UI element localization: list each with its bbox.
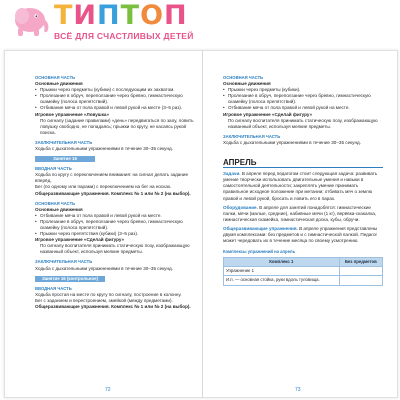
lesson-banner: Занятие 16 (контрольное) xyxy=(35,276,105,282)
table-cell xyxy=(339,267,382,276)
section-heading: ОСНОВНАЯ ЧАСТЬ xyxy=(35,200,76,206)
brand-letter: И xyxy=(73,0,98,31)
list-item: • Пролезание в обруч, переползание через бревно, гимнастическую скамейку (полоса препятствий). xyxy=(35,219,195,231)
list-item: • Прыжки через предметы (кубики). xyxy=(223,87,383,93)
paragraph: Общеразвивающие упражнения. Комплекс № 1 или № 2 (на выбор). xyxy=(35,303,191,309)
paragraph-text: В апреле для занятий понадобятся: гимнастические палки, мячи (малые, средние), набивные мячи (1 кг), верёвка-скакалка, гимнастическая скамейка, гимнастическая доска, кубы, обручи. xyxy=(223,204,377,222)
elephant-logo-icon xyxy=(8,2,50,38)
list-item: • Прыжки через препятствия (кубики) (3–5 раз). xyxy=(35,231,195,237)
table-header: Комплекс 1 xyxy=(224,258,340,267)
list-item: • Прыжки через предметы (кубики) с последующим их захватом. xyxy=(35,87,195,93)
section-heading: ВВОДНАЯ ЧАСТЬ xyxy=(35,166,72,172)
list-item: • Пролезание в обруч, переползание через бревно, гимнастическую скамейку (полоса препятствий). xyxy=(223,93,383,105)
brand-letter: Т xyxy=(54,0,74,31)
keyword: Общеразвивающие упражнения. xyxy=(223,225,298,231)
section-heading: Комплексы упражнений на апрель xyxy=(223,249,296,255)
list-item: • Отбивание мяча от пола правой и левой рукой на месте. xyxy=(35,213,195,219)
game-title: Игровое упражнение «Сделай фигуру» xyxy=(223,111,313,117)
section-heading: ОСНОВНАЯ ЧАСТЬ xyxy=(35,75,76,80)
keyword: Оборудование. xyxy=(223,204,258,210)
section-heading: ЗАКЛЮЧИТЕЛЬНАЯ ЧАСТЬ xyxy=(35,139,93,145)
site-header xyxy=(0,0,400,46)
paragraph: Бег с заданием и перестроением, змейкой (между предметами). xyxy=(35,297,173,303)
subheading: Основные движения xyxy=(35,206,83,212)
list-item: • Отбивание мяча от пола правой и левой рукой на месте (3–5 раз). xyxy=(35,105,195,111)
paragraph: Ходьба с дыхательными упражнениями в течение 30–35 секунд. xyxy=(35,146,173,152)
list-item: • Пролезание в обруч, переползание через бревно, гимнастическую скамейку (полоса препятствий). xyxy=(35,93,195,105)
paragraph: Общеразвивающие упражнения. Комплекс № 1 или № 2 (на выбор). xyxy=(35,190,191,196)
left-page xyxy=(35,71,195,310)
brand-letter: П xyxy=(164,0,188,31)
paragraph xyxy=(223,226,383,244)
right-page xyxy=(223,71,383,286)
brand-letter: Т xyxy=(120,0,141,31)
paragraph xyxy=(223,171,383,201)
table-row xyxy=(224,276,383,285)
section-heading: ЗАКЛЮЧИТЕЛЬНАЯ ЧАСТЬ xyxy=(35,259,93,265)
book-spine xyxy=(202,51,203,397)
table-cell xyxy=(339,276,382,285)
paragraph: Ходьба простая на месте по кругу по сигналу, построение в колонну. xyxy=(35,291,182,297)
game-text: По сигналу воспитателя принимать статическую позу, изображающую названный объект, используя мелкие предметы. xyxy=(228,117,378,129)
game-text: По сигналу (задание правилами) «день» передвигаться по залу, ловить ловушку свободно, не попадаясь; прыжки по кругу, не касаясь рукой поиска. xyxy=(40,117,194,135)
game-title: Игровое упражнение «Ловушка» xyxy=(35,111,110,117)
book-spread xyxy=(4,50,398,398)
brand-letter: О xyxy=(140,0,165,31)
page-number: 72 xyxy=(105,387,111,393)
lesson-banner: Занятие 16 xyxy=(35,156,95,162)
brand-letter: П xyxy=(97,0,121,31)
game-title: Игровое упражнение «Сделай фигуру» xyxy=(35,237,125,243)
subheading: Основные движения xyxy=(35,81,83,87)
page-number: 73 xyxy=(295,387,301,393)
month-heading: АПРЕЛЬ xyxy=(223,160,383,168)
paragraph xyxy=(223,205,383,223)
list-item: • Отбивание мяча от пола правой и левой рукой на месте. xyxy=(223,105,383,111)
section-heading: ОСНОВНАЯ ЧАСТЬ xyxy=(223,75,264,80)
subheading: Основные движения xyxy=(223,81,271,87)
paragraph-text: В апреле упражнения представлены двумя комплексами: без предметов и с гимнастической палкой. Педагог может чередовать их в течение месяца по своему усмотрению. xyxy=(223,225,378,244)
section-heading: ЗАКЛЮЧИТЕЛЬНАЯ ЧАСТЬ xyxy=(223,133,281,139)
paragraph: Ходьба с дыхательными упражнениями в течение 30–35 секунд. xyxy=(35,265,173,271)
table-cell: Упражнение 1 xyxy=(224,267,340,276)
paragraph: Ходьба с дыхательными упражнениями в течение 30–35 секунд. xyxy=(223,139,361,145)
complex-table xyxy=(223,257,383,285)
brand-wordmark xyxy=(54,1,188,31)
paragraph-text: В апреле перед педагогом стоит следующая задача: развивать умение творчески использовать двигательные умения и навыки в самостоятельной деятельности; закреплять умение принимать правильное исходное положение при метании; отбивать мяч о землю правой и левой рукой, бросать и ловить его в парах. xyxy=(223,171,378,201)
keyword: Задачи. xyxy=(223,171,241,177)
paragraph: Ходьба по кругу с переключением внимания: на сигнал делать задание вперёд. xyxy=(35,172,189,184)
section-heading: ВВОДНАЯ ЧАСТЬ xyxy=(35,285,72,291)
brand-tagline: ВСЁ ДЛЯ СЧАСТЛИВЫХ ДЕТЕЙ xyxy=(54,31,194,41)
game-text: По сигналу воспитателя принимать статическую позу, изображающую названный объект, используя мелкие предметы. xyxy=(40,243,190,255)
table-cell: И.п. — основная стойка, руки вдоль туловища. xyxy=(224,276,340,285)
table-row xyxy=(224,267,383,276)
paragraph: Бег (по одному или парами) с переключением на бег на носках. xyxy=(35,184,172,190)
table-header: Без предметов xyxy=(339,258,382,267)
